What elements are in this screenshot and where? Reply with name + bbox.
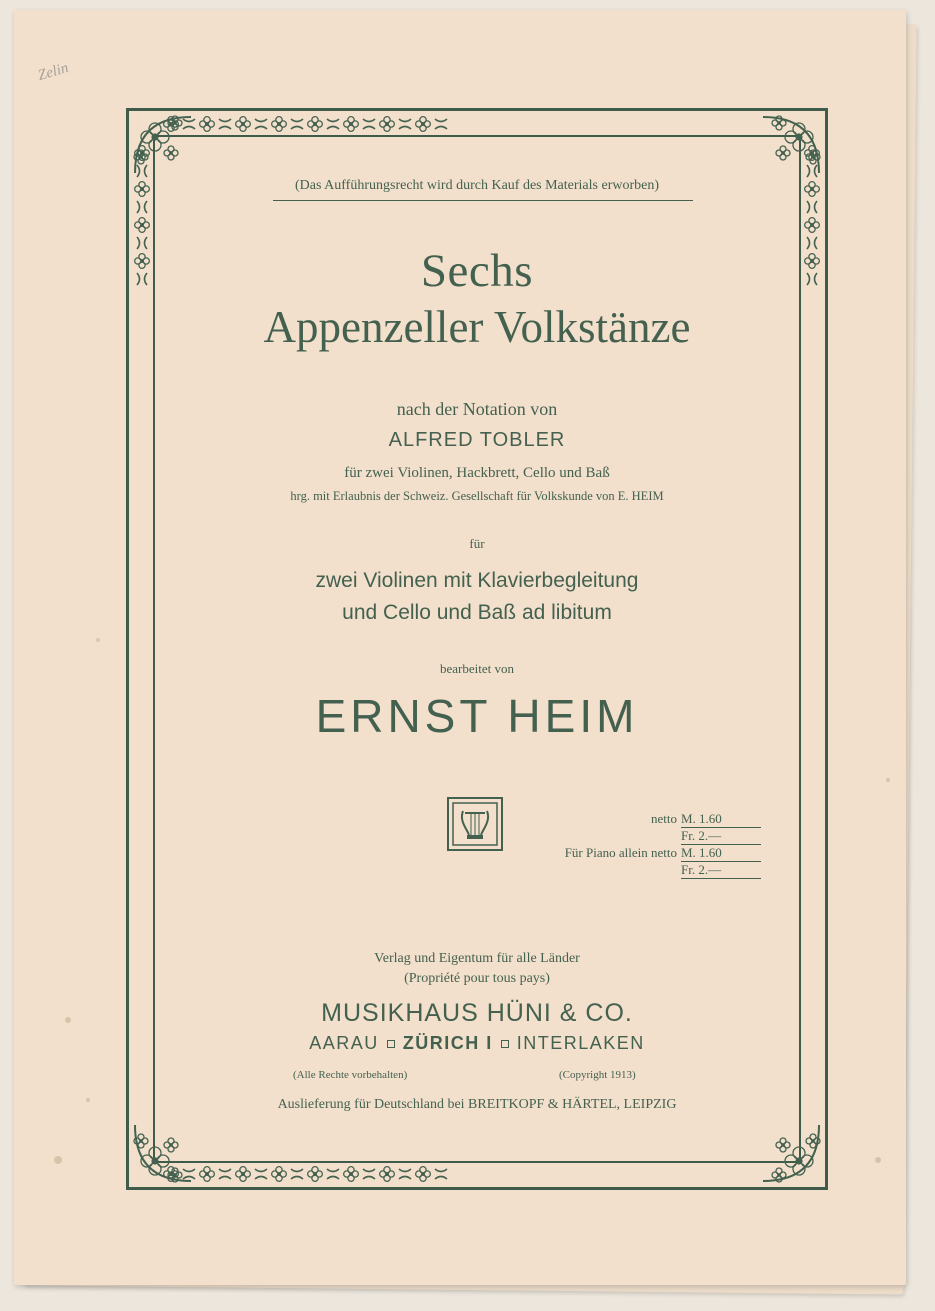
title-page [14,10,906,1285]
price-label: Für Piano allein netto [564,845,677,860]
editor-note: hrg. mit Erlaubnis der Schweiz. Gesellschaft für Volkskunde von E. HEIM [290,489,664,503]
for-label: für [469,536,485,551]
city-separator [501,1040,509,1048]
distribution-note: Auslieferung für Deutschland bei BREITKOPF & HÄRTEL, LEIPZIG [277,1097,677,1112]
city-separator [387,1040,395,1048]
original-instrumentation: für zwei Violinen, Hackbrett, Cello und Baß [344,465,610,481]
city: ZÜRICH I [402,1033,493,1053]
title-line-2: Appenzeller Volkstänze [263,302,691,352]
notation-author: ALFRED TOBLER [388,429,566,451]
city: INTERLAKEN [516,1033,645,1053]
publisher-rights: Verlag und Eigentum für alle Länder [374,951,580,966]
publisher-name: MUSIKHAUS HÜNI & CO. [321,999,633,1027]
copyright-note: (Copyright 1913) [559,1069,636,1081]
pencil-mark: Zelin [36,60,71,84]
publisher-cities [129,1033,825,1054]
notation-line: nach der Notation von [396,399,558,419]
city: AARAU [309,1033,379,1053]
arranged-by-label: bearbeitet von [440,661,514,676]
composer-name: ERNST HEIM [315,690,639,742]
price-value: M. 1.60 [681,811,761,828]
title-line-1: Sechs [420,245,534,297]
arrangement-line-1: zwei Violinen mit Klavierbegleitung [315,569,639,592]
price-value: Fr. 2.— [681,828,761,845]
cover-text [129,111,825,1187]
ornamental-border [126,108,828,1190]
price-value: M. 1.60 [681,845,761,862]
lyre-emblem-icon [447,797,503,851]
rights-underline [273,200,693,201]
arrangement-line-2: und Cello und Baß ad libitum [342,601,612,624]
rights-reserved: (Alle Rechte vorbehalten) [293,1069,408,1081]
price-label: netto [651,811,677,826]
rights-notice: (Das Aufführungsrecht wird durch Kauf des Materials erworben) [294,178,659,193]
price-value: Fr. 2.— [681,862,761,879]
propriete-note: (Propriété pour tous pays) [404,971,550,986]
